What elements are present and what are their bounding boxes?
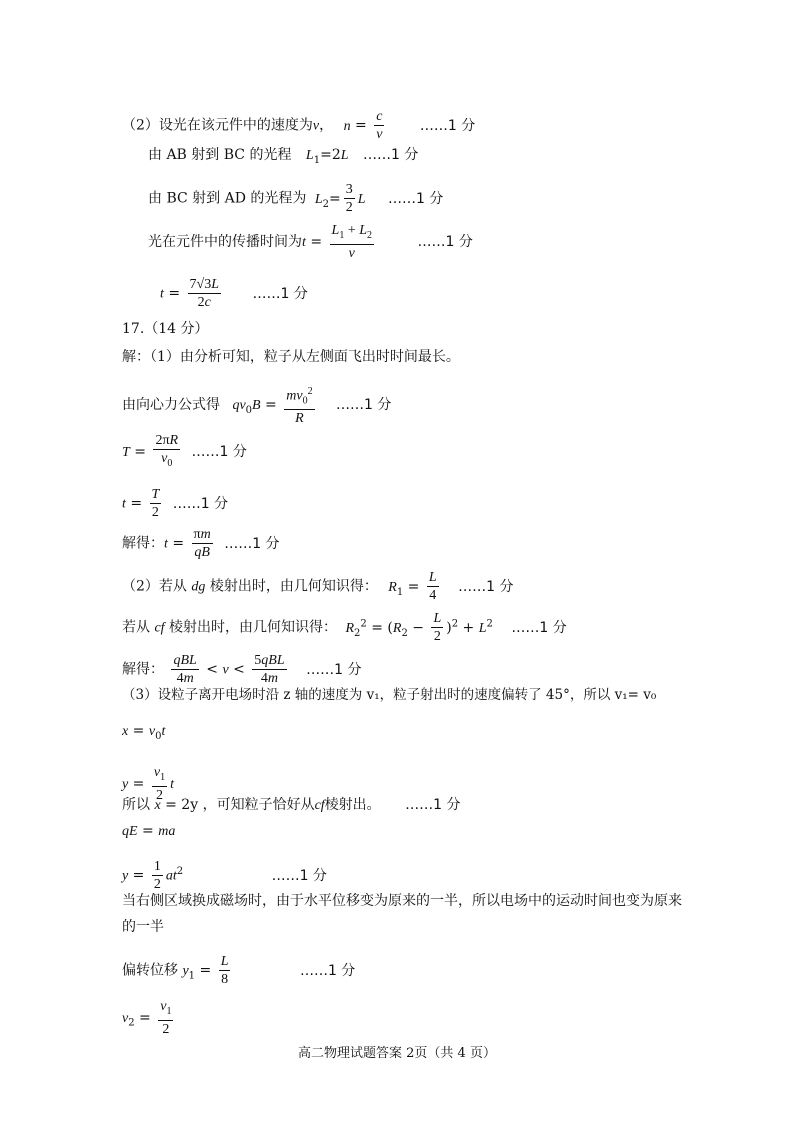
eq-y-v1-half-t: y = $\frac{v_1}{2}$ t — [122, 765, 174, 803]
q16-2-speed-line: （2）设光在该元件中的速度为v， n = $\frac{c}{v}$ ……1 分 — [122, 109, 476, 142]
score-mark: ……1 分 — [511, 619, 567, 636]
score-mark: ……1 分 — [458, 578, 514, 595]
q16-bc-ad-line: 由 BC 射到 AD 的光程为 $L_2=$ $\frac{3}{2}$ L ……1 分 — [148, 182, 444, 215]
score-mark: ……1 分 — [362, 147, 419, 163]
q17-3-magnet-line2: 的一半 — [122, 919, 164, 935]
q17-title: 17.（14 分） — [122, 321, 209, 337]
score-mark: ……1 分 — [224, 535, 280, 552]
q17-3-line: （3）设粒子离开电场时沿 z 轴的速度为 v₁，粒子射出时的速度偏转了 45°，所以 v₁= v₀ — [122, 687, 657, 703]
q16-time-result: t = $\frac{7√3L}{2c}$ ……1 分 — [160, 277, 308, 310]
q17-solved-line: 解得：t = $\frac{\pi m}{qB}$ ……1 分 — [122, 527, 280, 560]
q17-centripetal-line: 由向心力公式得 $qv_0B$ = $\frac{mv_0^2}{R}$ ……1 分 — [122, 383, 391, 427]
score-mark: ……1 分 — [191, 443, 247, 460]
score-mark: ……1 分 — [299, 962, 356, 979]
score-mark: ……1 分 — [405, 797, 461, 813]
score-mark: ……1 分 — [417, 233, 473, 250]
eq-y-half-at2: y = $\frac{1}{2}$ $at^2$ ……1 分 — [122, 859, 327, 892]
score-mark: ……1 分 — [336, 397, 392, 414]
score-mark: ……1 分 — [252, 285, 308, 302]
fraction-c-over-v: $\frac{c}{v}$ — [376, 109, 383, 142]
score-mark: ……1 分 — [306, 661, 362, 678]
score-mark: ……1 分 — [172, 495, 229, 512]
q17-half-period-line: t = $\frac{T}{2}$ ……1 分 — [122, 487, 229, 520]
q17-2-dg-line: （2）若从 dg 棱射出时，由几何知识得： $R_1$ = $\frac{L}{4}$ ……1 分 — [122, 570, 514, 603]
score-mark: ……1 分 — [388, 190, 444, 207]
page-footer: 高二物理试题答案 2页（共 4 页） — [298, 1046, 496, 1061]
q17-sol1: 解：（1）由分析可知，粒子从左侧面飞出时时间最长。 — [122, 349, 460, 365]
q17-2-cf-line: 若从 cf 棱射出时，由几何知识得： $R_2^2 = (R_2$ − $\frac{L}{2}$ )$^2 + L^2$ ……1 分 — [122, 611, 567, 644]
eq-v2-half-v1: $v_2$ = $\frac{v_1}{2}$ — [122, 999, 172, 1037]
q17-3-offset-line: 偏转位移 $y_1$ = $\frac{L}{8}$ ……1 分 — [122, 954, 356, 987]
eq-x-v0t: $x = v_0t$ — [122, 723, 166, 742]
q17-3-magnet-line1: 当右侧区域换成磁场时，由于水平位移变为原来的一半，所以电场中的运动时间也变为原来 — [122, 893, 682, 909]
q17-period-line: T = $\frac{2\pi R}{v_0}$ ……1 分 — [122, 433, 247, 469]
score-mark: ……1 分 — [271, 867, 327, 884]
eq-qE-ma: qE = ma — [122, 823, 176, 839]
score-mark: ……1 分 — [419, 117, 476, 134]
q17-3-exit-line: 所以 x = 2y ，可知粒子恰好从cf棱射出。 ……1 分 — [122, 797, 461, 813]
q16-time-line: 光在元件中的传播时间为t = $\frac{L_1 + L_2}{v}$ ……1 分 — [148, 223, 473, 261]
q16-ab-bc-line: 由 AB 射到 BC 的光程 $L_1=2L$ ……1 分 — [148, 147, 419, 166]
q17-2-range-line: 解得： qBL 4m < v < 5qBL 4m ……1 分 — [122, 653, 362, 686]
